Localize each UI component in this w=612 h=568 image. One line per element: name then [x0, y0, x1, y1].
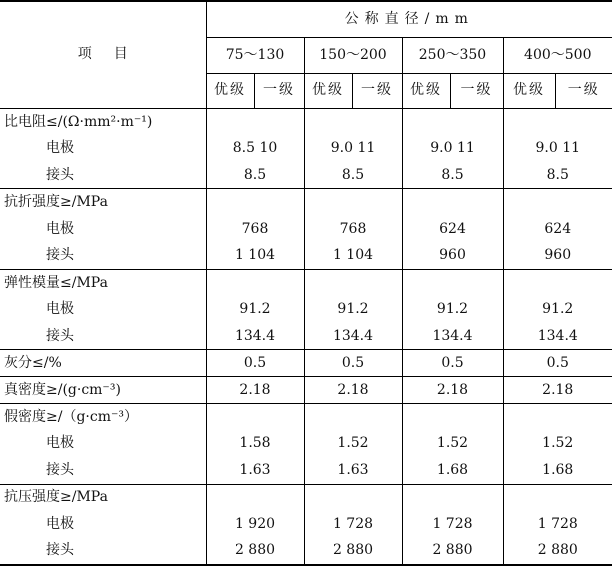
property-label: 抗压强度≥/MPa — [0, 484, 206, 511]
value-cell: 1 728 — [402, 511, 503, 538]
empty-cell — [304, 189, 402, 216]
value-cell: 2.18 — [304, 377, 402, 404]
value-cell: 9.0 11 — [304, 135, 402, 162]
value-cell: 1.52 — [402, 431, 503, 458]
value-cell: 1 728 — [537, 515, 578, 532]
value-cell: 2.18 — [503, 377, 612, 404]
value-cell: 2.18 — [402, 377, 503, 404]
sub-item-label: 电极 — [0, 135, 206, 162]
property-label: 比电阻≤/(Ω·mm²·m⁻¹) — [0, 108, 206, 135]
value-cell: 91.2 — [304, 296, 402, 323]
grade-excellent-label: 优级 — [206, 73, 254, 108]
empty-cell — [503, 269, 612, 296]
table-row — [0, 484, 612, 511]
grade-excellent-label: 优级 — [304, 73, 352, 108]
empty-cell — [503, 108, 612, 135]
value-cell: 8.5 — [402, 162, 503, 189]
grade-first-label: 一级 — [254, 73, 304, 108]
value-cell: 1.68 — [402, 457, 503, 484]
empty-cell — [503, 484, 612, 511]
empty-cell — [402, 484, 503, 511]
property-label: 灰分≤/% — [0, 350, 206, 377]
grade-excellent-label: 优级 — [402, 73, 450, 108]
value-cell: 768 — [206, 216, 304, 243]
table-row — [0, 457, 612, 484]
value-cell: 0.5 — [402, 350, 503, 377]
property-label: 真密度≥/(g·cm⁻³) — [0, 377, 206, 404]
value-cell: 1.52 — [304, 431, 402, 458]
value-cell: 8.5 — [304, 162, 402, 189]
value-cell: 624 — [402, 216, 503, 243]
empty-cell — [402, 404, 503, 431]
table-row — [0, 404, 612, 431]
size-range-header: 150～200 — [304, 37, 402, 73]
table-row — [0, 108, 612, 135]
value-cell: 1.63 — [206, 457, 304, 484]
sub-item-label: 电极 — [0, 511, 206, 538]
value-cell: 134.4 — [304, 323, 402, 350]
nominal-diameter-header: 公称直径/mm — [206, 1, 612, 37]
value-cell: 2 880 — [206, 538, 304, 565]
grade-first-label: 一级 — [352, 73, 402, 108]
empty-cell — [402, 108, 503, 135]
value-cell: 2 880 — [503, 538, 612, 565]
value-cell: 8.5 — [206, 162, 304, 189]
sub-item-label: 接头 — [0, 162, 206, 189]
value-cell: 0.5 — [503, 350, 612, 377]
table-row — [0, 296, 612, 323]
value-cell: 1.63 — [304, 457, 402, 484]
empty-cell — [206, 404, 304, 431]
value-cell: 91.2 — [402, 296, 503, 323]
empty-cell — [402, 269, 503, 296]
empty-cell — [503, 189, 612, 216]
value-cell: 0.5 — [304, 350, 402, 377]
table-row — [0, 243, 612, 270]
empty-cell — [206, 269, 304, 296]
empty-cell — [304, 108, 402, 135]
sub-item-label: 电极 — [0, 431, 206, 458]
value-cell: 91.2 — [206, 296, 304, 323]
sub-item-label: 接头 — [0, 457, 206, 484]
sub-item-label: 接头 — [0, 323, 206, 350]
empty-cell — [206, 189, 304, 216]
item-header: 项目 — [0, 1, 206, 108]
size-range-header: 400～500 — [524, 46, 592, 63]
grade-first-label: 一级 — [555, 73, 612, 108]
empty-cell — [402, 189, 503, 216]
value-cell: 1 104 — [206, 243, 304, 270]
value-cell: 9.0 11 — [402, 135, 503, 162]
value-cell: 1.52 — [542, 435, 574, 452]
grade-excellent-label: 优级 — [503, 73, 555, 108]
value-cell: 2 880 — [402, 538, 503, 565]
table-row — [0, 511, 612, 538]
value-cell: 1 920 — [206, 511, 304, 538]
empty-cell — [304, 269, 402, 296]
table-row — [0, 538, 612, 565]
value-cell: 768 — [304, 216, 402, 243]
value-cell: 1 104 — [304, 243, 402, 270]
table-row — [0, 350, 612, 377]
value-cell: 960 — [402, 243, 503, 270]
table-row — [0, 431, 612, 458]
value-cell: 134.4 — [402, 323, 503, 350]
property-label: 弹性模量≤/MPa — [0, 269, 206, 296]
empty-cell — [304, 404, 402, 431]
value-cell: 134.4 — [503, 323, 612, 350]
value-cell: 2 880 — [304, 538, 402, 565]
sub-item-label: 电极 — [0, 296, 206, 323]
value-cell: 2.18 — [206, 377, 304, 404]
size-range-header: 250～350 — [402, 37, 503, 73]
value-cell: 0.5 — [206, 350, 304, 377]
value-cell: 960 — [503, 243, 612, 270]
value-cell: 91.2 — [542, 301, 574, 318]
value-cell: 8.5 — [503, 162, 612, 189]
empty-cell — [206, 108, 304, 135]
value-cell: 624 — [544, 220, 572, 237]
table-row — [0, 323, 612, 350]
sub-item-label: 电极 — [0, 216, 206, 243]
value-cell: 1 728 — [304, 511, 402, 538]
size-range-header: 75～130 — [206, 37, 304, 73]
value-cell: 134.4 — [206, 323, 304, 350]
table-row — [0, 135, 612, 162]
empty-cell — [304, 484, 402, 511]
table-row — [0, 269, 612, 296]
value-cell: 8.5 10 — [206, 135, 304, 162]
empty-cell — [206, 484, 304, 511]
property-label: 假密度≥/（g·cm⁻³） — [0, 404, 206, 431]
table-row — [0, 377, 612, 404]
table-row — [0, 189, 612, 216]
sub-item-label: 接头 — [0, 243, 206, 270]
table-row — [0, 216, 612, 243]
empty-cell — [503, 404, 612, 431]
value-cell: 1.58 — [206, 431, 304, 458]
grade-first-label: 一级 — [450, 73, 503, 108]
value-cell: 1.68 — [503, 457, 612, 484]
table-row — [0, 162, 612, 189]
value-cell: 9.0 11 — [535, 140, 581, 157]
sub-item-label: 接头 — [0, 538, 206, 565]
property-label: 抗折强度≥/MPa — [0, 189, 206, 216]
